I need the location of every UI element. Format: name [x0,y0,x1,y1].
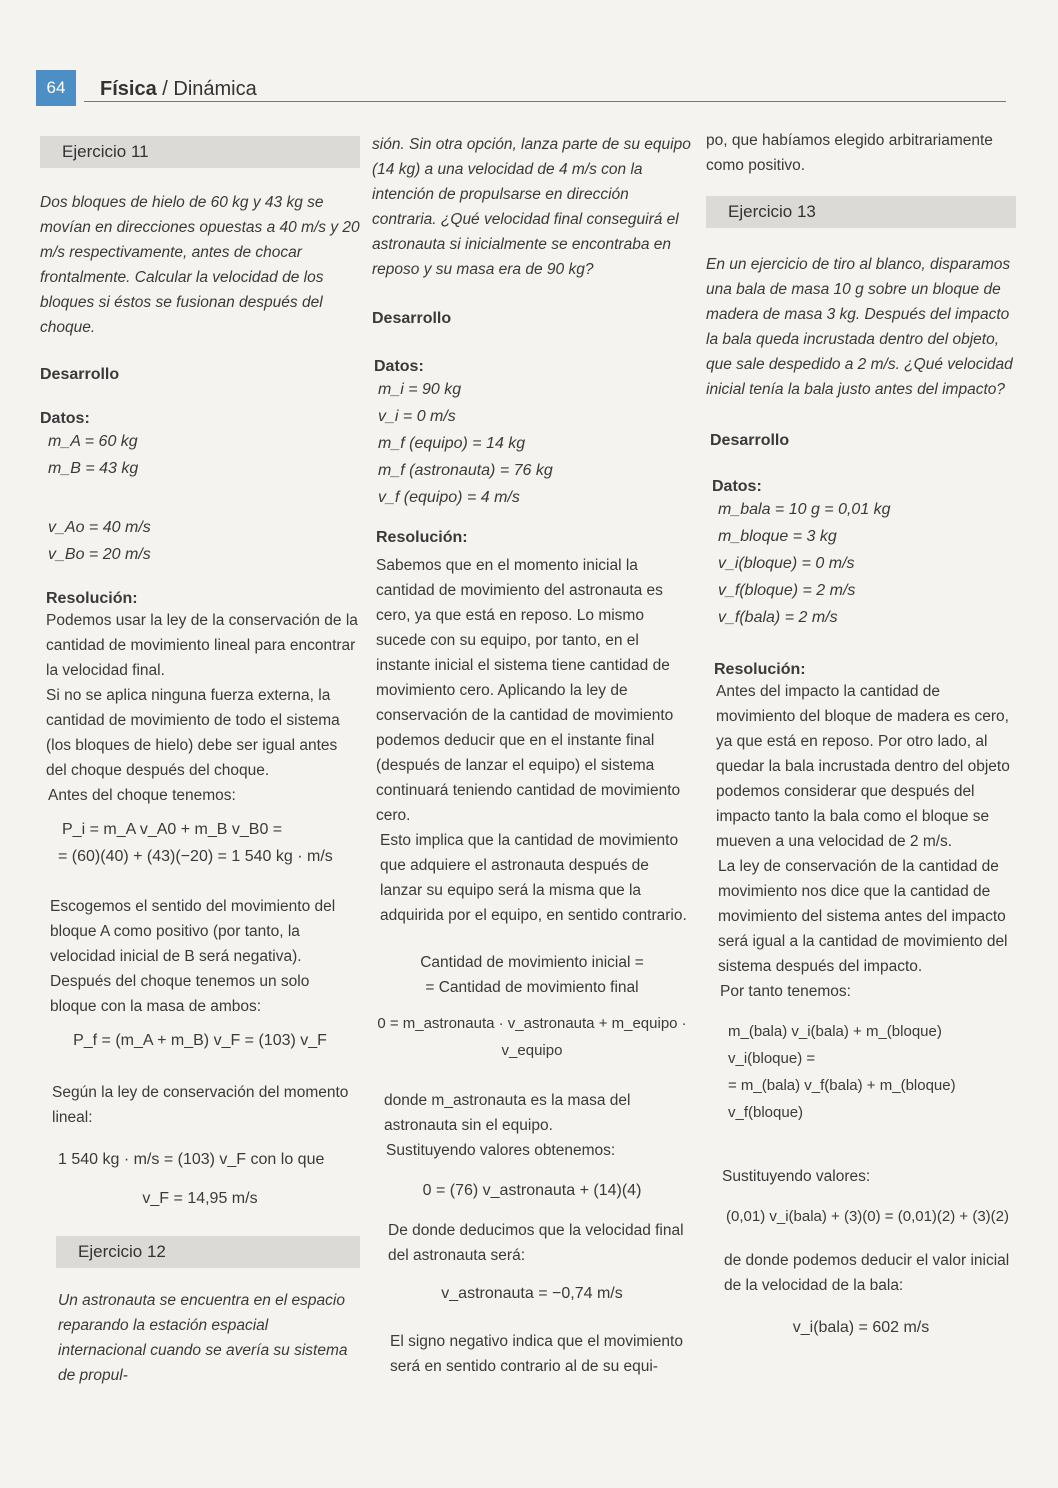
exercise-11-title: Ejercicio 11 [40,136,360,168]
paragraph: donde m_astronauta es la masa del astronauta sin el equipo. [384,1092,631,1134]
exercise-12-statement: Un astronauta se encuentra en el espacio reparando la estación espacial internacional cuando se avería su sistema de propul- [58,1292,348,1384]
conservation-line-2: = Cantidad de movimiento final [425,979,639,996]
paragraph: Sabemos que en el momento inicial la cantidad de movimiento del astronauta es cero, ya que está en reposo. Lo mismo sucede con su equipo, por tanto, en el instante inicial el sistema tiene cantidad de movimiento cero. Aplicando la ley de conservación de la cantidad de movimiento podemos deducir que en el instante final (después de lanzar el equipo) el sistema continuará teniendo cantidad de movimiento cero. [376,557,681,824]
paragraph: Si no se aplica ninguna fuerza externa, la cantidad de movimiento de todo el sistema (los bloques de hielo) debe ser igual antes del choque después del choque. [46,687,340,779]
paragraph: De donde deducimos que la velocidad final del astronauta será: [388,1222,684,1264]
dato-2: v_i = 0 m/s [378,408,456,425]
exercise-11-statement: Dos bloques de hielo de 60 kg y 43 kg se movían en direcciones opuestas a 40 m/s y 20 m/s respectivamente, antes de chocar frontalmente. Calcular la velocidad de los bloques si éstos se fusionan después del choque. [40,194,360,336]
dato-2: m_B = 43 kg [48,460,139,477]
dato-5: v_f(bala) = 2 m/s [718,609,838,626]
paragraph: Sustituyendo valores: [722,1168,871,1185]
column-2 [372,128,692,1379]
exercise-13-title: Ejercicio 13 [706,196,1016,228]
dato-1: m_bala = 10 g = 0,01 kg [718,501,891,518]
paragraph: Según la ley de conservación del momento lineal: [52,1084,349,1126]
dato-1: m_i = 90 kg [378,381,462,398]
equation: = m_(bala) v_f(bala) + m_(bloque) v_f(bloque) [728,1077,956,1121]
desarrollo-heading: Desarrollo [372,310,452,327]
paragraph: Antes del choque tenemos: [48,787,236,804]
column-3 [706,128,1016,1341]
equation: P_f = (m_A + m_B) v_F = (103) v_F [73,1032,327,1049]
datos-heading: Datos: [712,478,762,495]
dato-4: v_Bo = 20 m/s [48,546,151,563]
desarrollo-heading: Desarrollo [710,432,790,449]
desarrollo-heading: Desarrollo [40,366,120,383]
datos-heading: Datos: [40,410,90,427]
equation: = (60)(40) + (43)(−20) = 1 540 kg · m/s [58,848,333,865]
paragraph: Escogemos el sentido del movimiento del bloque A como positivo (por tanto, la velocidad inicial de B será negativa). [50,898,336,965]
page-number: 64 [36,70,76,106]
dato-3: v_i(bloque) = 0 m/s [718,555,855,572]
equation: v_astronauta = −0,74 m/s [441,1285,623,1302]
resolucion-heading: Resolución: [46,590,138,607]
page-header [100,78,257,101]
header-subject: Física [100,78,157,100]
dato-3: m_f (equipo) = 14 kg [378,435,526,452]
resolucion-heading: Resolución: [376,529,468,546]
header-rule [84,101,1006,102]
paragraph: La ley de conservación de la cantidad de movimiento nos dice que la cantidad de movimiento del sistema antes del impacto será igual a la cantidad de movimiento del sistema después del impacto. [718,858,1008,975]
equation: 1 540 kg · m/s = (103) v_F con lo que [58,1151,325,1168]
paragraph: Después del choque tenemos un solo bloque con la masa de ambos: [50,973,310,1015]
equation: (0,01) v_i(bala) + (3)(0) = (0,01)(2) + (3)(2) [726,1208,1010,1225]
resolucion-heading: Resolución: [714,661,806,678]
equation: 0 = (76) v_astronauta + (14)(4) [422,1182,642,1199]
paragraph: de donde podemos deducir el valor inicial de la velocidad de la bala: [724,1252,1010,1294]
header-separator: / [156,78,174,100]
paragraph: Sustituyendo valores obtenemos: [386,1142,616,1159]
exercise-13-statement: En un ejercicio de tiro al blanco, disparamos una bala de masa 10 g sobre un bloque de madera de masa 3 kg. Después del impacto la bala queda incrustada dentro del objeto, que sale despedido a 2 m/s. ¿Qué velocidad inicial tenía la bala justo antes del impacto? [706,256,1013,398]
paragraph: po, que habíamos elegido arbitrariamente como positivo. [706,132,993,174]
column-1 [40,128,360,1388]
paragraph: Podemos usar la ley de la conservación de la cantidad de movimiento lineal para encontrar la velocidad final. [46,612,358,679]
equation: v_F = 14,95 m/s [142,1190,258,1207]
paragraph: Por tanto tenemos: [720,983,851,1000]
equation: P_i = m_A v_A0 + m_B v_B0 = [62,821,283,838]
paragraph: Antes del impacto la cantidad de movimiento del bloque de madera es cero, ya que está en reposo. Por otro lado, al quedar la bala incrustada dentro del objeto podemos considerar que después del impacto tanto la bala como el bloque se mueven a una velocidad de 2 m/s. [716,683,1010,850]
exercise-12-statement-cont: sión. Sin otra opción, lanza parte de su equipo (14 kg) a una velocidad de 4 m/s con la intención de propulsarse en dirección contraria. ¿Qué velocidad final conseguirá el astronauta si inicialmente se encontraba en reposo y su masa era de 90 kg? [372,136,691,278]
equation: 0 = m_astronauta · v_astronauta + m_equipo · v_equipo [377,1015,687,1059]
dato-2: m_bloque = 3 kg [718,528,837,545]
conservation-line-1: Cantidad de movimiento inicial = [420,954,644,971]
paragraph: Esto implica que la cantidad de movimiento que adquiere el astronauta después de lanzar su equipo será la misma que la adquirida por el equipo, en sentido contrario. [380,832,687,924]
equation: m_(bala) v_i(bala) + m_(bloque) v_i(bloque) = [728,1023,942,1067]
paragraph: El signo negativo indica que el movimiento será en sentido contrario al de su equi- [390,1333,683,1375]
datos-heading: Datos: [374,358,424,375]
dato-5: v_f (equipo) = 4 m/s [378,489,520,506]
exercise-12-title: Ejercicio 12 [56,1236,360,1268]
dato-1: m_A = 60 kg [48,433,138,450]
dato-3: v_Ao = 40 m/s [48,519,151,536]
header-topic: Dinámica [173,78,257,100]
dato-4: v_f(bloque) = 2 m/s [718,582,856,599]
equation: v_i(bala) = 602 m/s [792,1319,930,1336]
dato-4: m_f (astronauta) = 76 kg [378,462,553,479]
